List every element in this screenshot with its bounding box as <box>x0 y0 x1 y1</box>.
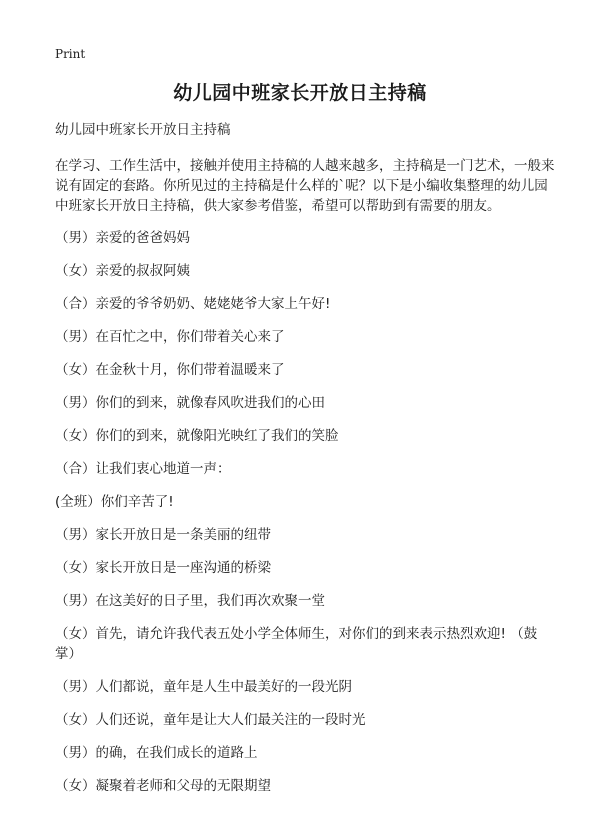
script-line: （女）你们的到来，就像阳光映红了我们的笑脸 <box>55 428 339 444</box>
script-line: （女）在金秋十月，你们带着温暖来了 <box>55 362 285 378</box>
script-line: (全班）你们辛苦了! <box>55 494 174 510</box>
script-line: （男）在百忙之中，你们带着关心来了 <box>55 329 285 345</box>
script-line: （合）亲爱的爷爷奶奶、姥姥姥爷大家上午好! <box>55 296 331 312</box>
script-line: （男）的确，在我们成长的道路上 <box>55 745 258 761</box>
script-line: （男）在这美好的日子里，我们再次欢聚一堂 <box>55 593 325 609</box>
script-line: （女）人们还说，童年是让大人们最关注的一段时光 <box>55 712 366 728</box>
script-line: （男）家长开放日是一条美丽的纽带 <box>55 527 271 543</box>
print-link[interactable]: Print <box>55 47 86 61</box>
script-line: （男）你们的到来，就像春风吹进我们的心田 <box>55 395 325 411</box>
script-line: （合）让我们衷心地道一声： <box>55 461 231 477</box>
script-line: （女）凝聚着老师和父母的无限期望 <box>55 778 271 794</box>
document-subtitle: 幼儿园中班家长开放日主持稿 <box>55 122 231 138</box>
script-lines <box>55 228 555 796</box>
script-line: （女）亲爱的叔叔阿姨 <box>55 263 190 279</box>
script-line: （女）首先，请允许我代表五处小学全体师生，对你们的到来表示热烈欢迎! （鼓掌） <box>55 626 538 662</box>
intro-paragraph: 在学习、工作生活中，接触并使用主持稿的人越来越多，主持稿是一门艺术，一般来说有固定的套路。你所见过的主持稿是什么样的`呢？以下是小编收集整理的幼儿园中班家长开放日主持稿，供大家参考借鉴，希望可以帮助到有需要的朋友。 <box>55 158 555 214</box>
script-line: （女）家长开放日是一座沟通的桥梁 <box>55 560 271 576</box>
script-line: （男）人们都说，童年是人生中最美好的一段光阴 <box>55 679 352 695</box>
page-title: 幼儿园中班家长开放日主持稿 <box>173 82 427 104</box>
script-line: （男）亲爱的爸爸妈妈 <box>55 230 190 246</box>
document-body <box>55 120 555 809</box>
